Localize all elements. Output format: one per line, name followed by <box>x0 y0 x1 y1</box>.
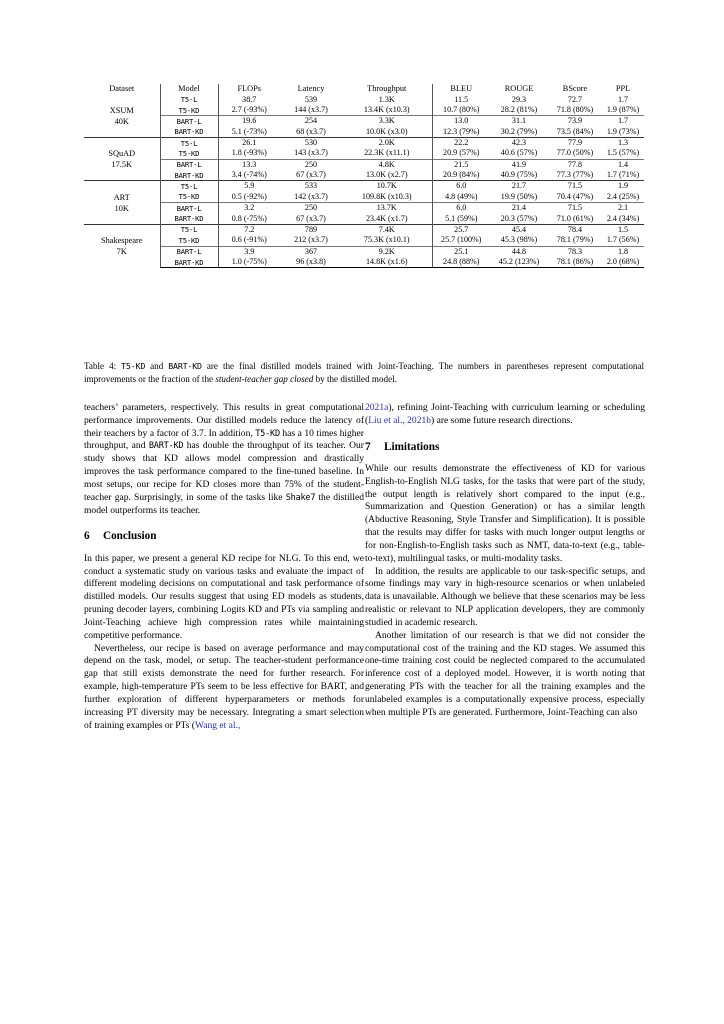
table-cell-flops: 2.7 (-93%) <box>218 105 280 116</box>
table-row <box>84 116 644 127</box>
citation-liu-et-al[interactable]: Liu et al., 2021b <box>368 414 432 426</box>
table-cell-throughput: 7.4K <box>342 224 432 235</box>
table-cell-rouge: 20.3 (57%) <box>500 213 538 223</box>
table-cell-latency: 67 (x3.7) <box>296 213 326 223</box>
table-cell-throughput: 109.8K (x10.3) <box>361 191 412 201</box>
caption-mono-bartkd: BART-KD <box>168 361 202 371</box>
table-cell-ppl: 1.8 <box>602 246 644 257</box>
col-header-ppl: PPL <box>615 84 631 93</box>
table-cell-throughput: 13.7K <box>342 203 432 214</box>
table-cell-latency: 96 (x3.8) <box>280 257 342 268</box>
table-cell-bscore: 71.8 (80%) <box>556 104 594 114</box>
table-cell-latency: 143 (x3.7) <box>294 148 328 158</box>
table-cell-bleu: 22.2 <box>432 138 490 149</box>
para-text-3: has double the throughput of its teacher. Our study shows that KD allows model compression and drastically improves the task performance compared to the fine-tuned baseline. In most setups, our recipe for KD closes more than 75% of the student-teacher gap. Surprisingly, in some of the tasks like <box>84 440 364 503</box>
table-cell-ppl: 1.3 <box>602 138 644 149</box>
section-title-limitations: Limitations <box>384 440 440 453</box>
table-header-row <box>84 84 644 95</box>
para-text-2: has a 10 times higher throughput, and <box>84 427 364 452</box>
table-cell-throughput: 10.7K <box>342 181 432 192</box>
table-cell-bleu: 13.0 <box>432 116 490 127</box>
table-row <box>84 257 644 268</box>
table-cell-bscore: 73.9 <box>548 116 602 127</box>
col-header-throughput: Throughput <box>367 84 407 93</box>
table-cell-rouge: 31.1 <box>490 116 548 127</box>
table-row <box>84 148 644 159</box>
table-cell-ppl: 1.9 (87%) <box>606 104 640 114</box>
table-cell-bleu: 24.8 (88%) <box>432 257 490 268</box>
table-cell-rouge: 21.7 <box>490 181 548 192</box>
para-text-4: the distilled model outperforms its teacher. <box>84 491 364 516</box>
table-row <box>84 159 644 170</box>
table-cell-dataset <box>84 138 160 181</box>
table-cell-rouge: 45.2 (123%) <box>490 257 548 268</box>
table-caption <box>84 360 644 386</box>
table-cell-dataset <box>84 224 160 267</box>
table-cell-rouge: 44.8 <box>490 246 548 257</box>
table-cell-throughput: 14.8K (x1.6) <box>342 257 432 268</box>
paragraph-limitations-3: Another limitation of our research is that we did not consider the computational cost of the training and the KD stages. We assumed this one-time training cost could be neglected compared to the accumulated inference cost of a deployed model. However, it is worth noting that generating PTs with the teacher for all the training examples and the unlabeled examples is a computationally expensive process, especially when multiple PTs are generated. Furthermore, Joint-Teaching can also <box>365 629 645 718</box>
table-cell-model: BART-L <box>160 116 218 127</box>
table-row <box>84 181 644 192</box>
table-cell-ppl: 1.5 (57%) <box>606 148 640 158</box>
table-row <box>84 214 644 225</box>
table-cell-bscore: 77.8 <box>548 159 602 170</box>
table-cell-ppl: 1.9 <box>602 181 644 192</box>
table-cell-bleu: 20.9 (57%) <box>432 148 490 159</box>
table-row <box>84 127 644 138</box>
dataset-size: 40K <box>114 116 129 126</box>
table-row <box>84 95 644 105</box>
table-cell-rouge: 30.2 (79%) <box>500 126 538 136</box>
paragraph-continued-right <box>365 402 645 428</box>
table-cell-bscore: 77.9 <box>548 138 602 149</box>
col-header-latency: Latency <box>297 84 325 93</box>
dataset-name: XSUM <box>109 105 134 115</box>
table-cell-flops: 7.2 <box>218 224 280 235</box>
table-cell-flops: 1.8 (-93%) <box>218 148 280 159</box>
inline-mono-bartkd: BART-KD <box>148 441 184 452</box>
paragraph-limitations-1: While our results demonstrate the effectiveness of KD for various English-to-English NLG tasks, for the tasks that were part of the study, the output length is relatively short compared to the input (e.g., Summarization and Question Generation) or has a similar length (Abductive Reasoning, Style Transfer and Simplification). It is possible that the results may differ for tasks with much longer output lengths or for non-English-to-English tasks such as NMT, data-to-text (e.g., table-to-text), multilingual tasks, or multi-modality tasks. <box>365 462 645 564</box>
table-cell-flops: 1.0 (-75%) <box>218 257 280 268</box>
table-cell-bscore: 78.4 <box>548 224 602 235</box>
table-cell-ppl: 2.0 (68%) <box>602 257 644 268</box>
table-cell-rouge: 42.3 <box>490 138 548 149</box>
table-cell-bscore: 71.0 (61%) <box>556 213 594 223</box>
table-cell-bscore: 78.1 (79%) <box>556 235 594 245</box>
inline-mono-shake7: Shake7 <box>285 492 316 503</box>
table-cell-throughput: 10.0K (x3.0) <box>365 126 408 136</box>
caption-mono-t5kd: T5-KD <box>121 361 146 371</box>
table-cell-throughput: 22.3K (x11.1) <box>364 148 410 158</box>
table-cell-ppl: 2.1 <box>602 203 644 214</box>
table-cell-model: T5-L <box>160 181 218 192</box>
table-cell-latency: 254 <box>280 116 342 127</box>
caption-mid2: are the final distilled models trained with Joint-Teaching. The numbers in parentheses represent computational improvements or the fraction of the <box>84 361 644 384</box>
table-cell-ppl: 1.5 <box>602 224 644 235</box>
section-number-7: 7 <box>365 440 371 453</box>
section-number-6: 6 <box>84 530 90 543</box>
dataset-name: Shakespeare <box>101 236 143 246</box>
table-row <box>84 192 644 203</box>
table-cell-flops: 5.1 (-73%) <box>218 127 280 138</box>
table-row <box>84 105 644 116</box>
table-cell-flops: 5.9 <box>218 181 280 192</box>
table-cell-flops: 26.1 <box>218 138 280 149</box>
table-cell-bleu: 6.0 <box>432 181 490 192</box>
table-cell-bscore: 72.7 <box>567 94 583 104</box>
caption-suffix: by the distilled model. <box>313 373 397 384</box>
table-row <box>84 138 644 149</box>
left-text-column <box>84 402 364 732</box>
table-cell-bscore: 78.3 <box>548 246 602 257</box>
table-cell-ppl: 1.7 <box>617 94 629 104</box>
table-row <box>84 203 644 214</box>
table-cell-model: T5-L <box>160 224 218 235</box>
nevertheless-text: Nevertheless, our recipe is based on average performance and may depend on the task, model, or setup. The teacher-student performance gap that still exists demonstrate the need for further research. For example, high-temperature PTs seem to be less effective for BART, and further exploration of different hyperparameters or methods for increasing PT diversity may be necessary. Integrating a smart selection of training examples or PTs ( <box>84 642 364 731</box>
table-cell-bleu: 25.1 <box>432 246 490 257</box>
results-table-head <box>84 84 644 95</box>
table-cell-latency: 250 <box>280 203 342 214</box>
table-cell-bleu: 4.8 (49%) <box>432 192 490 203</box>
table-cell-rouge: 21.4 <box>490 203 548 214</box>
right-text-column <box>365 402 645 720</box>
table-cell-latency: 67 (x3.7) <box>296 170 326 180</box>
table-cell-rouge: 29.3 <box>511 94 527 104</box>
table-cell-flops: 3.2 <box>218 203 280 214</box>
table-cell-throughput: 3.3K <box>342 116 432 127</box>
col-header-dataset: Dataset <box>109 84 135 93</box>
right-para-text-2: ) are some future research directions. <box>431 414 573 426</box>
col-header-bleu: BLEU <box>432 84 490 95</box>
table-cell-latency: 539 <box>304 94 318 104</box>
table-cell-bscore: 73.5 (84%) <box>556 126 594 136</box>
citation-wang-et-al[interactable]: Wang et al., <box>194 719 241 731</box>
table-cell-ppl: 1.7 (56%) <box>606 235 640 245</box>
table-cell-flops: 3.9 <box>218 246 280 257</box>
table-cell-bscore: 77.3 (77%) <box>556 170 594 180</box>
table-row <box>84 170 644 181</box>
table-cell-ppl: 2.4 (25%) <box>606 191 640 201</box>
col-header-rouge: ROUGE <box>504 84 534 93</box>
table-cell-model: T5-KD <box>160 192 218 203</box>
table-cell-model: T5-KD <box>160 105 218 116</box>
citation-2021a[interactable]: 2021a <box>365 402 389 413</box>
paragraph-limitations-2: In addition, the results are applicable to our task-specific setups, and some findings may vary in high-resource scenarios or when unlabeled data is unavailable. Although we believe that these scenarios may be less realistic or relevant to NLP application developers, they are commonly studied in academic research. <box>365 565 645 628</box>
table-cell-bleu: 25.7 <box>432 224 490 235</box>
table-cell-throughput: 23.4K (x1.7) <box>365 213 408 223</box>
col-header-bscore: BScore <box>562 84 588 93</box>
table-cell-flops: 13.3 <box>218 159 280 170</box>
table-cell-bleu: 11.5 <box>432 95 490 105</box>
table-cell-latency: 789 <box>280 224 342 235</box>
caption-mid1: and <box>145 361 169 371</box>
table-cell-rouge: 40.9 (75%) <box>500 170 538 180</box>
paragraph-conclusion: In this paper, we present a general KD recipe for NLG. To this end, we conduct a systematic study on various tasks and evaluate the impact of different modeling decisions on computational and task performance of distilled models. Our results suggest that using ED models as students, pruning decoder layers, combining Logits KD and PTs via sampling and Joint-Teaching achieve high compression rates while maintaining competitive performance. <box>84 552 364 641</box>
table-cell-flops: 3.4 (-74%) <box>218 170 280 181</box>
caption-prefix: Table 4: <box>84 361 122 371</box>
dataset-name: ART <box>113 192 130 202</box>
table-cell-rouge: 28.2 (81%) <box>500 104 538 114</box>
caption-italic-phrase: student-teacher gap closed <box>215 373 314 384</box>
col-header-model: Model <box>160 84 218 95</box>
para-text-1: teachers’ parameters, respectively. This results in great computational performance improvements. Our distilled models reduce the latency of their teachers by a factor of 3.7. In addition, <box>84 402 364 439</box>
table-cell-bleu: 12.3 (79%) <box>432 127 490 138</box>
dataset-name: SQuAD <box>108 149 136 159</box>
table-cell-rouge: 45.4 <box>490 224 548 235</box>
section-heading-limitations <box>365 441 645 453</box>
table-cell-bleu: 20.9 (84%) <box>432 170 490 181</box>
table-cell-bscore: 77.0 (50%) <box>556 148 594 158</box>
table-cell-flops: 0.6 (-91%) <box>218 235 280 246</box>
table-row <box>84 224 644 235</box>
table-cell-latency: 533 <box>280 181 342 192</box>
results-table <box>84 84 644 268</box>
table-cell-latency: 212 (x3.7) <box>294 235 328 245</box>
paragraph-continued-left <box>84 402 364 517</box>
table-cell-bscore: 71.5 <box>548 203 602 214</box>
table-cell-rouge: 40.6 (57%) <box>500 148 538 158</box>
table-cell-flops: 38.7 <box>218 95 280 105</box>
table-cell-bleu: 25.7 (100%) <box>432 235 490 246</box>
dataset-size: 7K <box>116 247 127 257</box>
table-cell-latency: 144 (x3.7) <box>294 104 328 114</box>
table-cell-dataset <box>84 95 160 138</box>
table-cell-latency: 68 (x3.7) <box>296 126 326 136</box>
dataset-size: 10K <box>114 203 129 213</box>
table-cell-ppl: 2.4 (34%) <box>606 213 640 223</box>
table-cell-model: BART-L <box>160 203 218 214</box>
table-cell-ppl: 1.4 <box>602 159 644 170</box>
table-cell-ppl: 1.9 (73%) <box>606 126 640 136</box>
table-cell-model: T5-L <box>160 95 218 105</box>
table-cell-model: BART-KD <box>160 127 218 138</box>
table-cell-flops: 0.8 (-75%) <box>218 214 280 225</box>
section-title-conclusion: Conclusion <box>103 530 157 543</box>
table-cell-model: T5-KD <box>160 235 218 246</box>
table-cell-flops: 0.5 (-92%) <box>218 192 280 203</box>
table-cell-throughput: 2.0K <box>342 138 432 149</box>
table-cell-latency: 367 <box>280 246 342 257</box>
table-cell-model: BART-L <box>160 159 218 170</box>
table-cell-model: BART-KD <box>160 214 218 225</box>
table-cell-throughput: 9.2K <box>342 246 432 257</box>
table-cell-bleu: 21.5 <box>432 159 490 170</box>
table-cell-throughput: 13.4K (x10.3) <box>363 104 410 114</box>
table-cell-throughput: 75.3K (x10.1) <box>363 235 410 245</box>
results-table-body <box>84 95 644 268</box>
paragraph-nevertheless <box>84 643 364 733</box>
table-cell-bleu: 5.1 (59%) <box>432 214 490 225</box>
table-row <box>84 246 644 257</box>
results-table-container <box>84 84 644 268</box>
table-cell-model: BART-KD <box>160 170 218 181</box>
table-cell-throughput: 13.0K (x2.7) <box>365 170 408 180</box>
dataset-size: 17.5K <box>111 160 132 170</box>
table-cell-rouge: 41.9 <box>490 159 548 170</box>
table-row <box>84 235 644 246</box>
table-cell-latency: 530 <box>280 138 342 149</box>
table-cell-throughput: 1.3K <box>378 94 395 104</box>
table-cell-ppl: 1.7 <box>602 116 644 127</box>
section-heading-conclusion <box>84 530 364 542</box>
table-cell-flops: 19.6 <box>218 116 280 127</box>
table-cell-model: BART-L <box>160 246 218 257</box>
table-cell-bleu: 6.0 <box>432 203 490 214</box>
inline-mono-t5kd: T5-KD <box>255 428 280 439</box>
table-cell-bleu: 10.7 (80%) <box>432 105 490 116</box>
table-cell-model: T5-L <box>160 138 218 149</box>
table-cell-rouge: 19.9 (50%) <box>500 191 538 201</box>
table-cell-bscore: 78.1 (86%) <box>548 257 602 268</box>
table-cell-model: T5-KD <box>160 148 218 159</box>
col-header-flops: FLOPs <box>218 84 280 95</box>
right-para-text-1: ), refining Joint-Teaching with curriculum learning or scheduling ( <box>365 402 645 426</box>
table-cell-throughput: 4.8K <box>342 159 432 170</box>
table-cell-dataset <box>84 181 160 224</box>
table-cell-bscore: 70.4 (47%) <box>556 191 594 201</box>
table-cell-rouge: 45.3 (98%) <box>500 235 538 245</box>
table-cell-model: BART-KD <box>160 257 218 268</box>
table-cell-latency: 250 <box>280 159 342 170</box>
table-cell-bscore: 71.5 <box>548 181 602 192</box>
table-cell-latency: 142 (x3.7) <box>294 191 328 201</box>
table-cell-ppl: 1.7 (71%) <box>606 170 640 180</box>
